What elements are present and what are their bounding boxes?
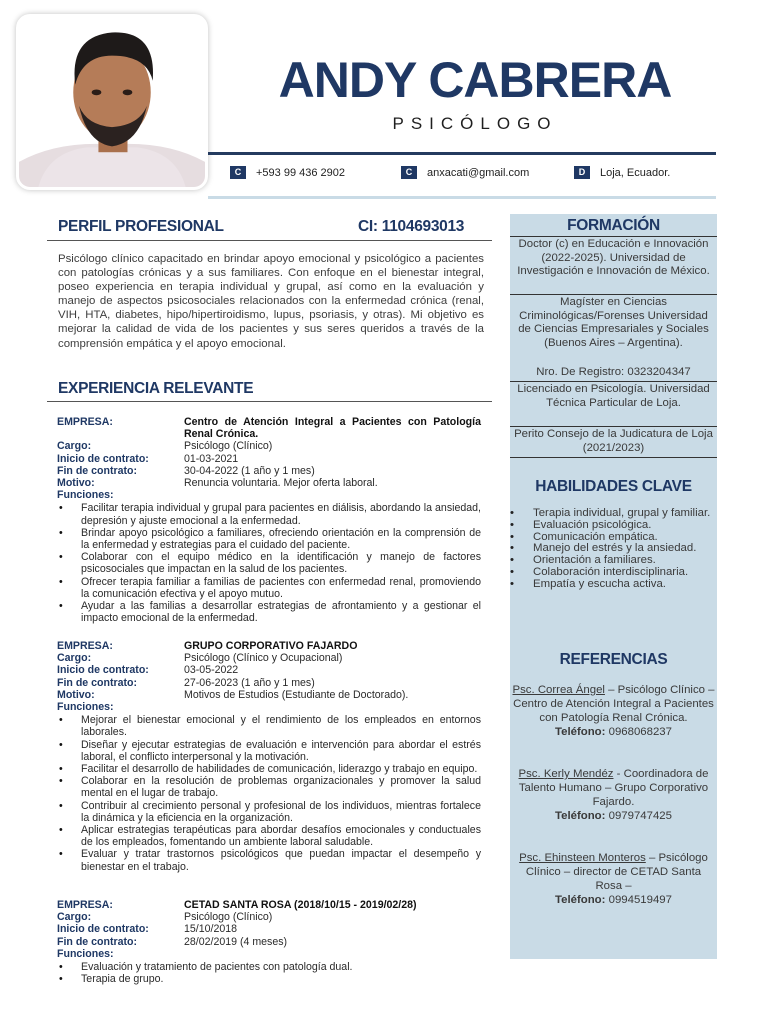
reference-name: Psc. Kerly Mendéz xyxy=(518,768,614,780)
job-entry-2 xyxy=(57,640,481,873)
functions-label: Funciones: xyxy=(57,701,114,714)
reason-value: Motivos de Estudios (Estudiante de Doctorado). xyxy=(184,688,409,701)
contact-location xyxy=(574,166,670,179)
phone-label: Teléfono: xyxy=(555,810,606,822)
portrait-icon xyxy=(19,17,205,187)
registration-number: Nro. De Registro: 0323204347 xyxy=(536,366,691,378)
company-label: EMPRESA: xyxy=(57,640,113,652)
start-label: Inicio de contrato: xyxy=(57,923,149,936)
list-item: • Aplicar estrategias terapéuticas para abordar desafíos emocionales y conductuales de los empleados, fomentando un ambiente laboral saludable. xyxy=(57,824,481,848)
list-item: • Colaborar en la resolución de problemas organizacionales y promover la salud mental en el lugar de trabajo. xyxy=(57,775,481,799)
contact-email xyxy=(401,166,529,179)
education-rule xyxy=(510,236,717,237)
start-value: 15/10/2018 xyxy=(184,923,238,936)
list-item: • Contribuir al crecimiento personal y profesional de los individuos, mientras fortalece la dinámica y la eficiencia en la organización. xyxy=(57,800,481,824)
company-label: EMPRESA: xyxy=(57,899,113,911)
end-value: 28/02/2019 (4 meses) xyxy=(184,935,288,948)
functions-label: Funciones: xyxy=(57,489,114,502)
list-item: • Terapia de grupo. xyxy=(57,973,481,985)
phone-text: +593 99 436 2902 xyxy=(256,166,346,179)
start-label: Inicio de contrato: xyxy=(57,452,149,465)
reason-value: Renuncia voluntaria. Mejor oferta laboral. xyxy=(184,477,378,490)
skills-heading: HABILIDADES CLAVE xyxy=(535,478,692,495)
list-item: • Manejo del estrés y la ansiedad. xyxy=(510,543,717,555)
contact-phone xyxy=(230,166,345,179)
location-text: Loja, Ecuador. xyxy=(600,166,671,179)
company-name: CETAD SANTA ROSA (2018/10/15 - 2019/02/28) xyxy=(184,899,417,911)
list-item: • Colaborar con el equipo médico en la identificación y manejo de factores psicosociales que impactan en la salud de los pacientes. xyxy=(57,551,481,575)
profile-heading: PERFIL PROFESIONAL xyxy=(58,218,224,235)
reason-label: Motivo: xyxy=(57,688,95,701)
profile-summary: Psicólogo clínico capacitado en brindar apoyo emocional y psicológico a pacientes con patologías crónicas y a sus familiares. Con enfoque en el bienestar integral, poseo experiencia en terapia individual y grupal, así como en la evaluación y manejo de aspectos psicosociales relacionados con la enfermedad crónica (renal, VIH, HTA, diabetes, hipo/hipertiroidismo, lupus, psoriasis, y otras). Mi objetivo es mejorar la calidad de vida de los pacientes y sus seres queridos a través de la comprensión empática y el apoyo emocional. xyxy=(58,253,484,350)
list-item: • Orientación a familiares. xyxy=(510,555,717,567)
header-divider xyxy=(208,152,716,155)
company-name: GRUPO CORPORATIVO FAJARDO xyxy=(184,640,358,652)
phone-icon: C xyxy=(230,166,246,179)
start-label: Inicio de contrato: xyxy=(57,664,149,677)
reference-name: Psc. Correa Ángel xyxy=(512,684,605,696)
functions-list xyxy=(57,961,481,985)
end-value: 27-06-2023 (1 año y 1 mes) xyxy=(184,676,315,689)
reference-entry-2 xyxy=(512,767,715,823)
list-item: • Colaboración interdisciplinaria. xyxy=(510,567,717,579)
role-label: Cargo: xyxy=(57,911,92,924)
list-item: • Terapia individual, grupal y familiar. xyxy=(510,508,717,520)
reference-name: Psc. Ehinsteen Monteros xyxy=(519,852,646,864)
education-rule xyxy=(510,381,717,382)
end-value: 30-04-2022 (1 año y 1 mes) xyxy=(184,464,315,477)
company-label: EMPRESA: xyxy=(57,416,113,428)
phone-label: Teléfono: xyxy=(555,726,606,738)
reason-label: Motivo: xyxy=(57,477,95,490)
experience-heading-rule xyxy=(47,401,492,402)
education-rule xyxy=(510,294,717,295)
reference-entry-3 xyxy=(512,851,715,907)
reference-phone: 0979747425 xyxy=(608,810,672,822)
end-label: Fin de contrato: xyxy=(57,464,138,477)
role-value: Psicólogo (Clínico y Ocupacional) xyxy=(184,652,343,665)
profile-heading-rule xyxy=(47,240,492,241)
list-item: • Evaluación psicológica. xyxy=(510,520,717,532)
education-item: Licenciado en Psicología. Universidad Técnica Particular de Loja. xyxy=(517,383,710,409)
role-label: Cargo: xyxy=(57,652,92,665)
email-icon: C xyxy=(401,166,417,179)
list-item: • Evaluación y tratamiento de pacientes con patología dual. xyxy=(57,961,481,973)
profile-photo xyxy=(16,14,208,190)
candidate-name: ANDY CABRERA xyxy=(278,52,672,108)
list-item: • Comunicación empática. xyxy=(510,532,717,544)
end-label: Fin de contrato: xyxy=(57,676,138,689)
reference-phone: 0994519497 xyxy=(608,894,672,906)
profession-title: PSICÓLOGO xyxy=(392,114,558,133)
list-item: • Mejorar el bienestar emocional y el rendimiento de los empleados en entornos laborales. xyxy=(57,714,481,738)
functions-list xyxy=(57,714,481,873)
role-label: Cargo: xyxy=(57,440,92,453)
reference-phone: 0968068237 xyxy=(608,726,672,738)
functions-label: Funciones: xyxy=(57,947,114,960)
reference-desc: – Psicólogo Clínico – director de CETAD Santa Rosa – xyxy=(525,852,708,892)
skills-list xyxy=(510,508,717,591)
reference-entry-1 xyxy=(512,683,715,739)
education-rule xyxy=(510,426,717,427)
role-value: Psicólogo (Clínico) xyxy=(184,440,273,453)
list-item: • Brindar apoyo psicológico a familiares, ofreciendo orientación en la comprensión de la enfermedad y estrategias para el cuidado del paciente. xyxy=(57,527,481,551)
reference-desc: – Psicólogo Clínico – Centro de Atención Integral a Pacientes con Patología Renal Crónica. xyxy=(513,684,715,724)
references-heading: REFERENCIAS xyxy=(559,651,668,668)
list-item: • Evaluar y tratar trastornos psicológicos que puedan impactar el desempeño y bienestar en el trabajo. xyxy=(57,848,481,872)
role-value: Psicólogo (Clínico) xyxy=(184,911,273,924)
education-item: Magíster en Ciencias Criminológicas/Forenses Universidad de Ciencias Empresariales y Sociales (Buenos Aires – Argentina). xyxy=(518,296,709,350)
list-item: • Diseñar y ejecutar estrategias de evaluación e intervención para abordar el estrés laboral, el conflicto interpersonal y la motivación. xyxy=(57,739,481,763)
list-item: • Facilitar terapia individual y grupal para pacientes en diálisis, abordando la ansiedad, depresión y ajuste emocional a la enfermedad. xyxy=(57,502,481,526)
education-rule xyxy=(510,457,717,458)
reference-desc: - Coordinadora de Talento Humano – Grupo Corporativo Fajardo. xyxy=(518,768,709,808)
list-item: • Ayudar a las familias a desarrollar estrategias de afrontamiento y a gestionar el impacto emocional de la enfermedad. xyxy=(57,600,481,624)
location-icon: D xyxy=(574,166,590,179)
list-item: • Empatía y escucha activa. xyxy=(510,579,717,591)
experience-heading: EXPERIENCIA RELEVANTE xyxy=(58,380,254,397)
education-item: Perito Consejo de la Judicatura de Loja (2021/2023) xyxy=(514,428,713,454)
job-entry-1 xyxy=(57,416,481,624)
education-item: Doctor (c) en Educación e Innovación (2022-2025). Universidad de Investigación e Innovación de México. xyxy=(517,238,710,278)
end-label: Fin de contrato: xyxy=(57,935,138,948)
list-item: • Ofrecer terapia familiar a familias de pacientes con enfermedad renal, promoviendo la comunicación efectiva y el apoyo mutuo. xyxy=(57,576,481,600)
job-entry-3 xyxy=(57,899,481,985)
functions-list xyxy=(57,502,481,624)
email-text[interactable]: anxacati@gmail.com xyxy=(427,166,530,179)
start-value: 01-03-2021 xyxy=(184,452,239,465)
ci-number: CI: 1104693013 xyxy=(358,218,465,235)
company-name: Centro de Atención Integral a Pacientes con Patología Renal Crónica. xyxy=(184,416,481,441)
list-item: • Facilitar el desarrollo de habilidades de comunicación, liderazgo y trabajo en equipo. xyxy=(57,763,481,775)
start-value: 03-05-2022 xyxy=(184,664,239,677)
phone-label: Teléfono: xyxy=(555,894,606,906)
header-subdivider xyxy=(208,196,716,199)
education-heading: FORMACIÓN xyxy=(567,217,660,234)
